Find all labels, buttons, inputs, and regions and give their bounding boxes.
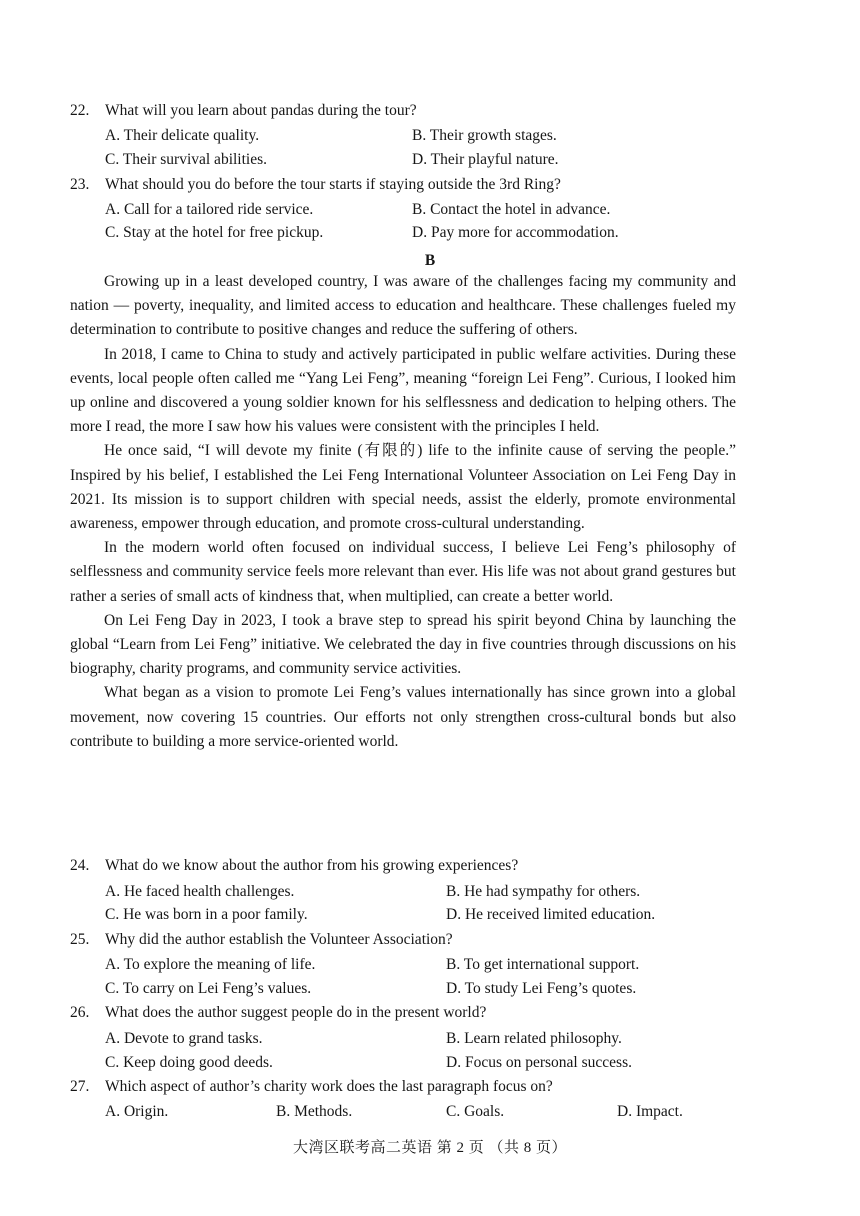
- option-24-c: C. He was born in a poor family.: [105, 906, 308, 923]
- option-26-b: B. Learn related philosophy.: [446, 1030, 622, 1047]
- option-25-a: A. To explore the meaning of life.: [105, 956, 316, 973]
- option-22-c: C. Their survival abilities.: [105, 151, 268, 168]
- option-25-d: D. To study Lei Feng’s quotes.: [446, 980, 637, 997]
- question-number: 24.: [70, 857, 90, 874]
- passage-paragraph-3: He once said, “I will devote my finite (有限的) life to the infinite cause of serving the people.” Inspired by his belief, I established the Lei Feng International Volunteer Association on Lei Feng Day in 2021. Its mission is to support children with special needs, assist the elderly, promote environmental awareness, empower through education, and promote cross-cultural understanding.: [70, 442, 736, 533]
- question-number: 22.: [70, 102, 90, 119]
- section-label: B: [424, 252, 436, 269]
- option-27-d: D. Impact.: [617, 1103, 683, 1120]
- option-24-a: A. He faced health challenges.: [105, 883, 295, 900]
- question-25: [70, 931, 453, 949]
- question-text: Which aspect of author’s charity work does the last paragraph focus on?: [105, 1078, 553, 1095]
- passage-paragraph-1: Growing up in a least developed country, I was aware of the challenges facing my community and nation — poverty, inequality, and limited access to education and healthcare. These challenges fueled my determination to contribute to positive changes and reduce the suffering of others.: [70, 273, 736, 339]
- question-24: [70, 857, 518, 875]
- passage-paragraph-4: In the modern world often focused on individual success, I believe Lei Feng’s philosophy of selflessness and community service feels more relevant than ever. His life was not about grand gestures but rather a series of small acts of kindness that, when multiplied, can create a better world.: [70, 539, 736, 605]
- question-23: [70, 176, 561, 194]
- option-22-a: A. Their delicate quality.: [105, 127, 260, 144]
- option-26-d: D. Focus on personal success.: [446, 1054, 632, 1071]
- question-number: 23.: [70, 176, 90, 193]
- page-footer: 大湾区联考高二英语 第 2 页 （共 8 页）: [292, 1140, 567, 1156]
- option-24-b: B. He had sympathy for others.: [446, 883, 641, 900]
- question-number: 25.: [70, 931, 90, 948]
- question-text: What will you learn about pandas during the tour?: [105, 102, 417, 119]
- option-26-c: C. Keep doing good deeds.: [105, 1054, 273, 1071]
- option-26-a: A. Devote to grand tasks.: [105, 1030, 263, 1047]
- option-23-c: C. Stay at the hotel for free pickup.: [105, 224, 324, 241]
- passage-paragraph-5: On Lei Feng Day in 2023, I took a brave step to spread his spirit beyond China by launching the global “Learn from Lei Feng” initiative. We celebrated the day in five countries through discussions on his biography, charity programs, and community service activities.: [70, 611, 736, 678]
- question-26: [70, 1004, 486, 1022]
- reading-passage: [70, 270, 736, 754]
- option-25-c: C. To carry on Lei Feng’s values.: [105, 980, 312, 997]
- question-27: [70, 1078, 553, 1096]
- passage-paragraph-6: What began as a vision to promote Lei Feng’s values internationally has since grown into a global movement, now covering 15 countries. Our efforts not only strengthen cross-cultural bonds but also contribute to building a more service-oriented world.: [70, 684, 736, 750]
- option-25-b: B. To get international support.: [446, 956, 640, 973]
- option-27-b: B. Methods.: [276, 1103, 353, 1120]
- option-23-d: D. Pay more for accommodation.: [412, 224, 619, 241]
- option-22-b: B. Their growth stages.: [412, 127, 557, 144]
- question-22: [70, 102, 417, 120]
- question-number: 26.: [70, 1004, 90, 1021]
- option-23-a: A. Call for a tailored ride service.: [105, 201, 314, 218]
- option-27-c: C. Goals.: [446, 1103, 505, 1120]
- question-text: What should you do before the tour starts if staying outside the 3rd Ring?: [105, 176, 561, 193]
- question-number: 27.: [70, 1078, 90, 1095]
- option-24-d: D. He received limited education.: [446, 906, 656, 923]
- question-text: What do we know about the author from his growing experiences?: [105, 857, 519, 874]
- option-22-d: D. Their playful nature.: [412, 151, 559, 168]
- option-27-a: A. Origin.: [105, 1103, 169, 1120]
- question-text: Why did the author establish the Volunteer Association?: [105, 931, 453, 948]
- question-text: What does the author suggest people do in the present world?: [105, 1004, 487, 1021]
- option-23-b: B. Contact the hotel in advance.: [412, 201, 611, 218]
- passage-paragraph-2: In 2018, I came to China to study and actively participated in public welfare activities. During these events, local people often called me “Yang Lei Feng”, meaning “foreign Lei Feng”. Curious, I looked him up online and discovered a young soldier known for his selflessness and dedication to helping others. The more I read, the more I saw how his values were consistent with the principles I held.: [70, 345, 736, 436]
